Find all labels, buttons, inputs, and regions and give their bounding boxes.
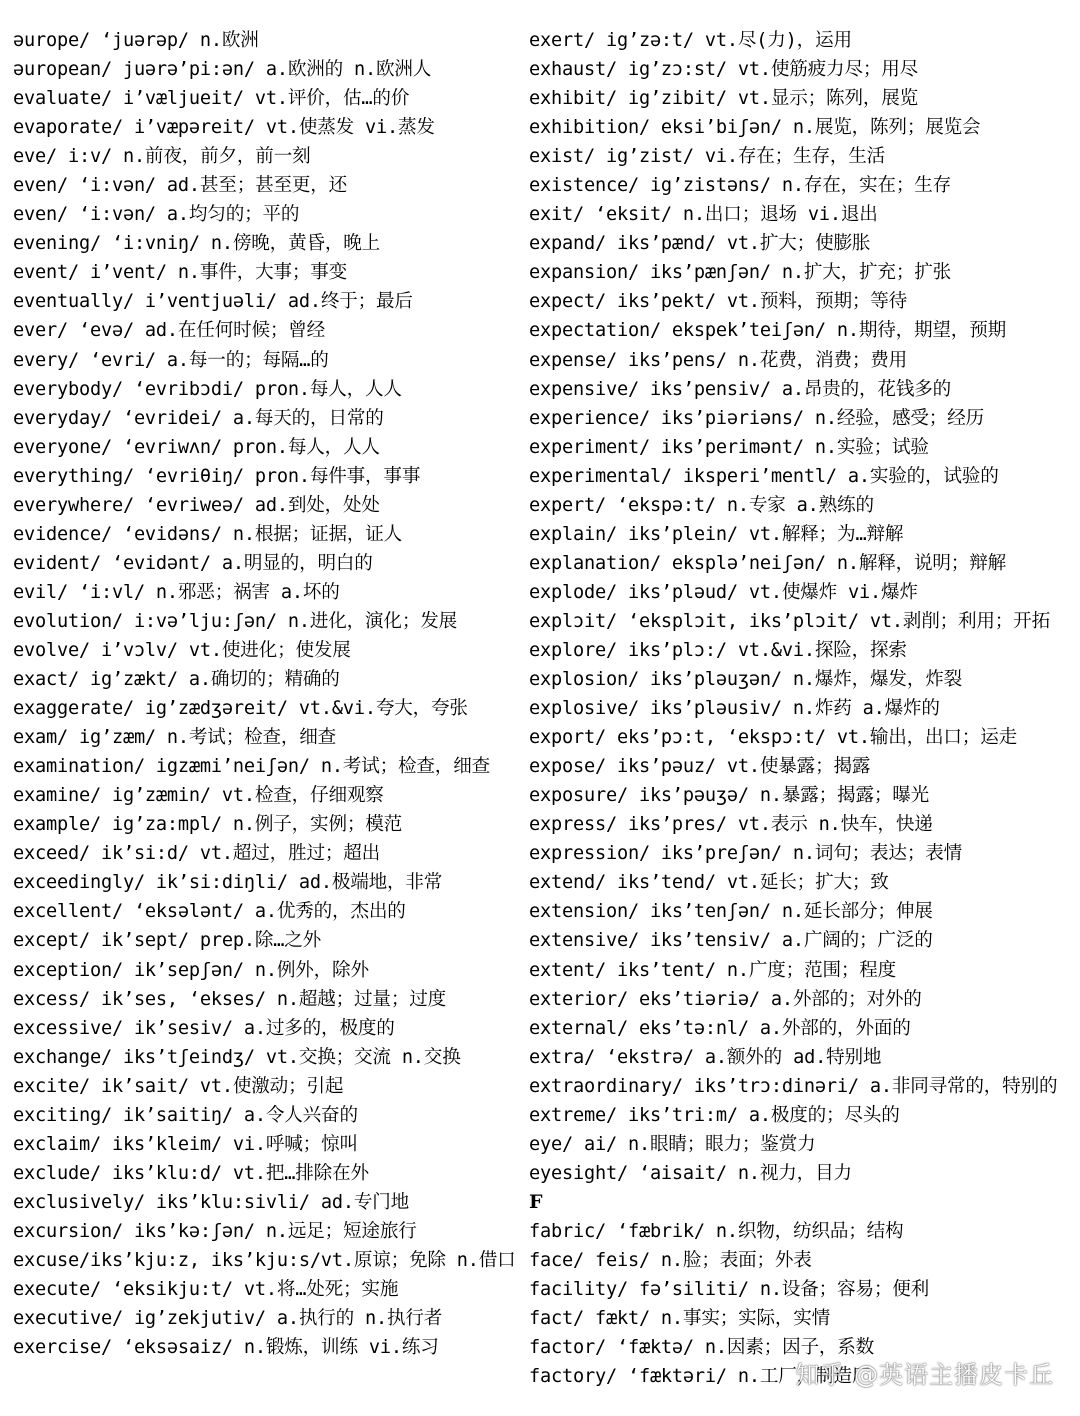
left-word-entry: examine/ ig’zæmin/ vt.检查，仔细观察 — [13, 785, 384, 807]
left-word-entry: excellent/ ‘eksələnt/ a.优秀的，杰出的 — [13, 901, 406, 923]
left-word-entry: eve/ i:v/ n.前夜，前夕，前一刻 — [13, 146, 311, 168]
right-word-entry: explode/ iks’pləud/ vt.使爆炸 vi.爆炸 — [529, 581, 918, 603]
left-word-entry: əurope/ ‘juərəp/ n.欧洲 — [13, 30, 259, 51]
right-word-entry: fabric/ ‘fæbrik/ n.织物，纺织品；结构 — [529, 1220, 904, 1242]
right-word-entry: exist/ ig’zist/ vi.存在；生存，生活 — [529, 146, 886, 168]
right-word-entry: export/ eks’pɔ:t, ‘ekspɔ:t/ vt.输出，出口；运走 — [529, 727, 1017, 749]
right-word-entry: exhibition/ eksi’biʃən/ n.展览，陈列；展览会 — [529, 117, 981, 139]
right-word-entry: exhibit/ ig’zibit/ vt.显示；陈列，展览 — [529, 88, 919, 110]
left-word-entry: example/ ig’za:mpl/ n.例子，实例；模范 — [13, 814, 403, 836]
right-word-entry: expensive/ iks’pensiv/ a.昂贵的，花钱多的 — [529, 378, 952, 400]
left-word-column — [13, 26, 518, 1362]
right-word-entry: expose/ iks’pəuz/ vt.使暴露；揭露 — [529, 756, 871, 778]
left-word-entry: executive/ ig’zekjutiv/ a.执行的 n.执行者 — [13, 1308, 443, 1330]
right-word-entry: expense/ iks’pens/ n.花费，消费；费用 — [529, 349, 908, 371]
right-word-entry: existence/ ig’zistəns/ n.存在，实在；生存 — [529, 175, 952, 197]
left-word-entry: evil/ ‘i:vl/ n.邪恶；祸害 a.坏的 — [13, 581, 340, 603]
right-word-entry: explore/ iks’plɔ:/ vt.&vi.探险，探索 — [529, 639, 907, 661]
watermark: 知乎 @英语主播皮卡丘 — [795, 1361, 1054, 1389]
right-word-entry: expert/ ‘ekspə:t/ n.专家 a.熟练的 — [529, 494, 874, 516]
left-word-entry: examination/ igzæmi’neiʃən/ n.考试；检查，细查 — [13, 756, 490, 778]
right-word-entry: expect/ iks’pekt/ vt.预料，预期；等待 — [529, 291, 908, 313]
left-word-entry: everywhere/ ‘evriweə/ ad.到处，处处 — [13, 494, 380, 516]
right-word-entry: eye/ ai/ n.眼睛；眼力；鉴赏力 — [529, 1133, 816, 1155]
right-word-entry: extraordinary/ iks’trɔ:dinəri/ a.非同寻常的，特别的 — [529, 1075, 1058, 1097]
right-word-entry: extra/ ‘ekstrə/ a.额外的 ad.特别地 — [529, 1046, 882, 1068]
right-word-entry: experience/ iks’piəriəns/ n.经验，感受；经历 — [529, 407, 984, 429]
right-word-entry: expectation/ ekspek’teiʃən/ n.期待，期望，预期 — [529, 320, 1006, 342]
right-word-entry: extend/ iks’tend/ vt.延长；扩大；致 — [529, 872, 889, 894]
right-word-entry: facility/ fə’siliti/ n.设备；容易；便利 — [529, 1279, 930, 1301]
left-word-entry: ever/ ‘evə/ ad.在任何时候；曾经 — [13, 320, 326, 342]
right-word-entry: explɔit/ ‘eksplɔit, iks’plɔit/ vt.剥削；利用；开拓 — [529, 610, 1050, 632]
right-word-entry: external/ eks’tə:nl/ a.外部的，外面的 — [529, 1017, 911, 1039]
left-word-entry: exception/ ik’sepʃən/ n.例外，除外 — [13, 959, 369, 981]
left-word-entry: everyday/ ‘evridei/ a.每天的，日常的 — [13, 407, 384, 429]
right-word-entry: extensive/ iks’tensiv/ a.广阔的；广泛的 — [529, 930, 933, 952]
section-letter: F — [529, 1190, 543, 1213]
right-word-entry: factory/ ‘fæktəri/ n.工厂，制造厂 — [529, 1366, 871, 1388]
right-word-entry: explosion/ iks’pləuʒən/ n.爆炸，爆发，炸裂 — [529, 669, 963, 691]
right-word-entry: experiment/ iks’perimənt/ n.实验；试验 — [529, 436, 929, 458]
left-word-entry: exchange/ iks’tʃeindʒ/ vt.交换；交流 n.交换 — [13, 1046, 461, 1068]
right-word-entry: exert/ ig’zə:t/ vt.尽(力)，运用 — [529, 30, 852, 51]
right-word-column — [529, 26, 1069, 1391]
right-word-entry: exit/ ‘eksit/ n.出口；退场 vi.退出 — [529, 204, 878, 226]
right-word-entry: extent/ iks’tent/ n.广度；范围；程度 — [529, 959, 897, 981]
left-word-entry: event/ i’vent/ n.事件，大事；事变 — [13, 262, 348, 284]
left-word-entry: evident/ ‘evidənt/ a.明显的，明白的 — [13, 552, 373, 574]
left-word-entry: excess/ ik’ses, ‘ekses/ n.超越；过量；过度 — [13, 988, 447, 1010]
left-word-entry: except/ ik’sept/ prep.除…之外 — [13, 930, 322, 952]
right-word-entry: explanation/ eksplə’neiʃən/ n.解释，说明；辩解 — [529, 552, 1006, 574]
left-word-entry: exclusively/ iks’klu:sivli/ ad.专门地 — [13, 1191, 410, 1213]
left-word-entry: exclaim/ iks’kleim/ vi.呼喊；惊叫 — [13, 1133, 358, 1155]
right-word-entry: expansion/ iks’pænʃən/ n.扩大，扩充；扩张 — [529, 262, 952, 284]
right-word-entry: explain/ iks’plein/ vt.解释；为…辩解 — [529, 523, 904, 545]
left-word-entry: even/ ‘i:vən/ a.均匀的；平的 — [13, 204, 300, 226]
left-word-entry: eventually/ i’ventjuəli/ ad.终于；最后 — [13, 291, 413, 313]
left-word-entry: exam/ ig’zæm/ n.考试；检查，细查 — [13, 727, 337, 749]
right-word-entry: face/ feis/ n.脸；表面；外表 — [529, 1249, 812, 1271]
left-word-entry: əuropean/ juərə’pi:ən/ a.欧洲的 n.欧洲人 — [13, 59, 432, 81]
left-word-entry: even/ ‘i:vən/ ad.甚至；甚至更，还 — [13, 175, 348, 197]
left-word-entry: exceed/ ik’si:d/ vt.超过，胜过；超出 — [13, 843, 381, 865]
left-word-entry: excessive/ ik’sesiv/ a.过多的，极度的 — [13, 1017, 395, 1039]
right-word-entry: extension/ iks’tenʃən/ n.延长部分；伸展 — [529, 901, 933, 923]
left-word-entry: execute/ ‘eksikju:t/ vt.将…处死；实施 — [13, 1279, 399, 1301]
left-word-entry: exaggerate/ ig’zædʒəreit/ vt.&vi.夸大，夸张 — [13, 698, 468, 720]
left-word-entry: exact/ ig’zækt/ a.确切的；精确的 — [13, 669, 340, 691]
right-word-entry: exterior/ eks’tiəriə/ a.外部的；对外的 — [529, 988, 922, 1010]
right-word-entry: exposure/ iks’pəuʒə/ n.暴露；揭露；曝光 — [529, 785, 930, 807]
right-word-entry: expand/ iks’pænd/ vt.扩大；使膨胀 — [529, 233, 871, 255]
right-word-entry: experimental/ iksperi’mentl/ a.实验的，试验的 — [529, 465, 999, 487]
left-word-entry: excuse/iks’kju:z, iks’kju:s/vt.原谅；免除 n.借口 — [13, 1249, 516, 1271]
left-word-entry: exciting/ ik’saitiŋ/ a.令人兴奋的 — [13, 1104, 358, 1126]
right-word-entry: expression/ iks’preʃən/ n.词句；表达；表情 — [529, 843, 963, 865]
left-word-entry: evening/ ‘i:vniŋ/ n.傍晚，黄昏，晚上 — [13, 233, 381, 255]
right-word-entry: extreme/ iks’tri:m/ a.极度的；尽头的 — [529, 1104, 900, 1126]
left-word-entry: everyone/ ‘evriwʌn/ pron.每人，人人 — [13, 436, 380, 458]
left-word-entry: everything/ ‘evriθiŋ/ pron.每件事，事事 — [13, 465, 421, 487]
left-word-entry: everybody/ ‘evribɔdi/ pron.每人，人人 — [13, 378, 402, 400]
left-word-entry: excite/ ik’sait/ vt.使激动；引起 — [13, 1075, 344, 1097]
right-word-entry: eyesight/ ‘aisait/ n.视力，目力 — [529, 1162, 852, 1184]
left-word-entry: exceedingly/ ik’si:diŋli/ ad.极端地，非常 — [13, 872, 443, 894]
right-word-entry: fact/ fækt/ n.事实；实际，实情 — [529, 1308, 831, 1330]
left-word-entry: evidence/ ‘evidəns/ n.根据；证据，证人 — [13, 523, 403, 545]
left-word-entry: every/ ‘evri/ a.每一的；每隔…的 — [13, 349, 329, 371]
right-word-entry: explosive/ iks’pləusiv/ n.炸药 a.爆炸的 — [529, 698, 940, 720]
left-word-entry: evaluate/ i’væljueit/ vt.评价，估…的价 — [13, 88, 410, 110]
left-word-entry: excursion/ iks’kə:ʃən/ n.远足；短途旅行 — [13, 1220, 417, 1242]
right-word-entry: factor/ ‘fæktə/ n.因素；因子，系数 — [529, 1337, 875, 1359]
right-word-entry: exhaust/ ig’zɔ:st/ vt.使筋疲力尽；用尽 — [529, 59, 919, 81]
left-word-entry: evaporate/ i’væpəreit/ vt.使蒸发 vi.蒸发 — [13, 117, 435, 139]
left-word-entry: exercise/ ‘eksəsaiz/ n.锻炼，训练 vi.练习 — [13, 1337, 439, 1359]
left-word-entry: evolve/ i’vɔlv/ vt.使进化；使发展 — [13, 639, 351, 661]
left-word-entry: evolution/ i:və’lju:ʃən/ n.进化，演化；发展 — [13, 610, 457, 632]
left-word-entry: exclude/ iks’klu:d/ vt.把…排除在外 — [13, 1162, 369, 1184]
right-word-entry: express/ iks’pres/ vt.表示 n.快车，快递 — [529, 814, 933, 836]
